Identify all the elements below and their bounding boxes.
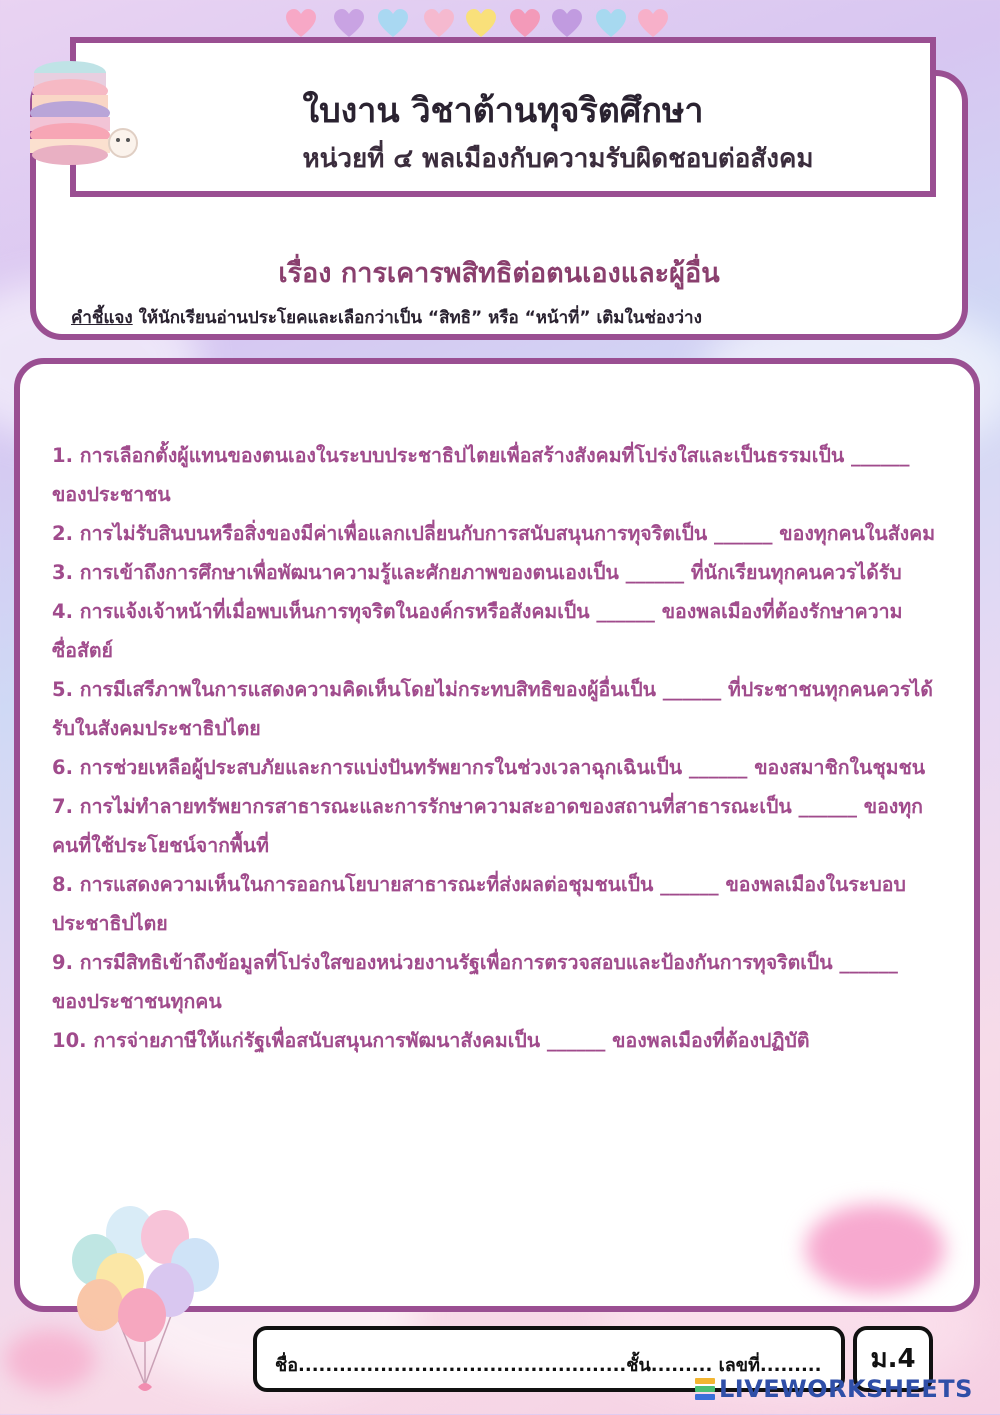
student-info-line[interactable]: ชื่อ................................................ชั้น......... เลขที่......... xyxy=(275,1355,822,1376)
question-item: 6. การช่วยเหลือผู้ประสบภัยและการแบ่งปันทรัพยากรในช่วงเวลาฉุกเฉินเป็น ______ ของสมาชิกในชุมชน xyxy=(52,756,926,779)
heart-icon xyxy=(377,8,409,40)
question-item: 4. การแจ้งเจ้าหน้าที่เมื่อพบเห็นการทุจริตในองค์กรหรือสังคมเป็น ______ ของพลเมืองที่ต้องรักษาความซื่อสัตย์ xyxy=(52,600,903,662)
question-item: 9. การมีสิทธิเข้าถึงข้อมูลที่โปร่งใสของหน่วยงานรัฐเพื่อการตรวจสอบและป้องกันการทุจริตเป็น ______ ของประชาชนทุกคน xyxy=(52,951,898,1013)
question-item: 10. การจ่ายภาษีให้แก่รัฐเพื่อสนับสนุนการพัฒนาสังคมเป็น ______ ของพลเมืองที่ต้องปฏิบัติ xyxy=(52,1029,810,1052)
instruction-text: ให้นักเรียนอ่านประโยคและเลือกว่าเป็น “สิทธิ” หรือ “หน้าที่” เติมในช่องว่าง xyxy=(132,308,702,328)
heart-icon xyxy=(333,8,365,40)
liveworksheets-logo xyxy=(695,1376,973,1402)
heart-icon xyxy=(423,8,455,40)
liveworksheets-mark-icon xyxy=(695,1378,715,1400)
grade-label: ม.4 xyxy=(870,1344,916,1374)
question-item: 5. การมีเสรีภาพในการแสดงความคิดเห็นโดยไม่กระทบสิทธิของผู้อื่นเป็น ______ ที่ประชาชนทุกคนควรได้รับในสังคมประชาธิปไตย xyxy=(52,678,933,740)
hearts-garland xyxy=(285,8,680,58)
heart-icon xyxy=(465,8,497,40)
brand-text: LIVEWORKSHEETS xyxy=(719,1375,973,1403)
question-list xyxy=(52,436,938,1060)
macaron-stack-icon xyxy=(25,55,145,175)
heart-icon xyxy=(285,8,317,40)
question-item: 2. การไม่รับสินบนหรือสิ่งของมีค่าเพื่อแลกเปลี่ยนกับการสนับสนุนการทุจริตเป็น ______ ของทุกคนในสังคม xyxy=(52,522,936,545)
question-item: 1. การเลือกตั้งผู้แทนของตนเองในระบบประชาธิปไตยเพื่อสร้างสังคมที่โปร่งใสและเป็นธรรมเป็น ______ ของประชาชน xyxy=(52,444,910,506)
questions-box xyxy=(14,358,980,1312)
heart-decoration xyxy=(5,1330,95,1390)
question-item: 7. การไม่ทำลายทรัพยากรสาธารณะและการรักษาความสะอาดของสถานที่สาธารณะเป็น ______ ของทุกคนที่ใช้ประโยชน์จากพื้นที่ xyxy=(52,795,923,857)
instruction xyxy=(71,304,922,331)
page-subtitle: หน่วยที่ ๔ พลเมืองกับความรับผิดชอบต่อสังคม xyxy=(302,144,814,174)
balloons-icon xyxy=(60,1205,230,1415)
heart-icon xyxy=(551,8,583,40)
heart-decoration xyxy=(805,1204,945,1294)
page-title: ใบงาน วิชาต้านทุจริตศึกษา xyxy=(302,91,704,131)
heart-icon xyxy=(509,8,541,40)
title-box xyxy=(70,37,936,197)
heart-icon xyxy=(637,8,669,40)
heart-icon xyxy=(595,8,627,40)
instruction-label: คำชี้แจง xyxy=(71,308,133,328)
topic-heading: เรื่อง การเคารพสิทธิต่อตนเองและผู้อื่น xyxy=(278,258,720,289)
question-item: 3. การเข้าถึงการศึกษาเพื่อพัฒนาความรู้และศักยภาพของตนเองเป็น ______ ที่นักเรียนทุกคนควรได้รับ xyxy=(52,561,902,584)
question-item: 8. การแสดงความเห็นในการออกนโยบายสาธารณะที่ส่งผลต่อชุมชนเป็น ______ ของพลเมืองในระบอบประชาธิปไตย xyxy=(52,873,906,935)
